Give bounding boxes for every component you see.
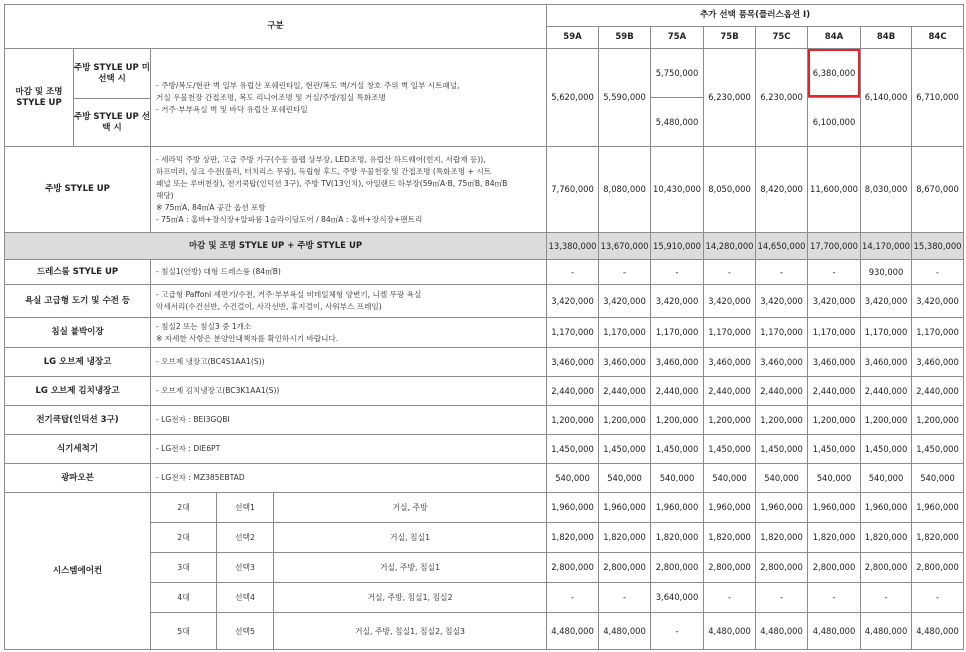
price-cell: 3,420,000 — [808, 285, 861, 318]
description-line: - 거주·부부욕실 벽 및 바닥 유럽산 포쉐린타일 — [156, 104, 308, 114]
description-line: ※ 75㎡A, 84㎡A 공간 옵션 포함 — [156, 202, 266, 212]
price-cell: 1,820,000 — [547, 523, 599, 553]
price-cell: 6,230,000 — [756, 49, 808, 147]
price-cell: - — [651, 613, 704, 650]
price-cell: 3,460,000 — [651, 348, 704, 377]
option-description — [151, 464, 547, 493]
price-cell: 1,170,000 — [861, 318, 912, 348]
price-cell: 2,440,000 — [912, 377, 964, 406]
total-price-cell: 15,380,000 — [912, 233, 964, 260]
description-line: - 고급형 Paffoni 세면기/수전, 거주·부부욕실 비데일체형 양변기, 니켈 무광 욕실 — [156, 290, 422, 299]
option-row — [5, 435, 964, 464]
option-label: 광파오븐 — [5, 464, 151, 493]
price-cell: 1,450,000 — [599, 435, 651, 464]
option-description — [151, 260, 547, 285]
option-label: 식기세척기 — [5, 435, 151, 464]
price-cell: 1,200,000 — [861, 406, 912, 435]
price-cell: 1,200,000 — [704, 406, 756, 435]
price-cell: 1,960,000 — [808, 493, 861, 523]
description-line: - LG전자 : BEI3GQBI — [156, 415, 230, 424]
price-cell: 3,420,000 — [704, 285, 756, 318]
price-cell: 4,480,000 — [861, 613, 912, 650]
option-description — [151, 406, 547, 435]
price-cell: 3,460,000 — [912, 348, 964, 377]
price-cell: 3,420,000 — [599, 285, 651, 318]
price-cell: - — [808, 260, 861, 285]
option-row — [5, 260, 964, 285]
price-cell: - — [756, 260, 808, 285]
price-cell: 2,800,000 — [808, 553, 861, 583]
ac-option-rooms: 거실, 주방, 침실1, 침실2 — [274, 583, 547, 613]
option-description — [151, 285, 547, 318]
price-cell: 1,170,000 — [756, 318, 808, 348]
price-cell: 1,820,000 — [912, 523, 964, 553]
price-cell: 2,440,000 — [651, 377, 704, 406]
unit-header-84a: 84A — [808, 27, 861, 49]
unit-header-84b: 84B — [861, 27, 912, 49]
price-cell: 540,000 — [912, 464, 964, 493]
price-cell: 930,000 — [861, 260, 912, 285]
option-row — [5, 377, 964, 406]
price-cell: 1,450,000 — [861, 435, 912, 464]
description-line: 패널 또는 루버천장), 전기쿡탑(인덕션 3구), 주방 TV(13인치), 아일랜드 하부장(59㎡A·B, 75㎡B, 84㎡B — [156, 178, 508, 188]
price-cell: - — [599, 260, 651, 285]
unit-header-84c: 84C — [912, 27, 964, 49]
description-line: ※ 자세한 사항은 분양안내책자를 확인하시기 바랍니다. — [156, 333, 339, 343]
price-cell: 2,440,000 — [599, 377, 651, 406]
total-price-cell: 13,670,000 — [599, 233, 651, 260]
description-line: 악세서리(수건선반, 수건걸이, 사각선반, 휴지걸이, 사워부스 프레임) — [156, 302, 382, 311]
price-cell: 1,200,000 — [599, 406, 651, 435]
price-cell: 2,800,000 — [547, 553, 599, 583]
price-cell: 1,820,000 — [756, 523, 808, 553]
price-75a-option-1: 5,750,000 — [655, 67, 699, 78]
kitchen-description — [151, 147, 547, 233]
description-line: - 오브제 김치냉장고(BC3K1AA1(S)) — [156, 386, 280, 395]
price-cell: 3,420,000 — [547, 285, 599, 318]
option-row — [5, 348, 964, 377]
price-cell: - — [704, 260, 756, 285]
price-cell: 2,440,000 — [704, 377, 756, 406]
price-cell: 3,460,000 — [547, 348, 599, 377]
option-description — [151, 348, 547, 377]
price-cell: 540,000 — [651, 464, 704, 493]
price-cell: 8,050,000 — [704, 147, 756, 233]
price-cell: - — [912, 260, 964, 285]
price-cell: 2,800,000 — [756, 553, 808, 583]
price-cell: 540,000 — [861, 464, 912, 493]
ac-option-name: 선택2 — [217, 523, 274, 553]
description-line: 해당) — [156, 190, 174, 200]
category-header: 구분 — [5, 5, 547, 49]
system-ac-label: 시스템에어컨 — [5, 493, 151, 650]
option-label: LG 오브제 김치냉장고 — [5, 377, 151, 406]
price-cell: 3,420,000 — [651, 285, 704, 318]
option-label: 전기쿡탑(인덕션 3구) — [5, 406, 151, 435]
option-label: 침실 붙박이장 — [5, 318, 151, 348]
unit-header-59b: 59B — [599, 27, 651, 49]
price-cell: 1,170,000 — [651, 318, 704, 348]
ac-unit-count: 3대 — [151, 553, 217, 583]
ac-option-rooms: 거실, 주방 — [274, 493, 547, 523]
price-cell: 4,480,000 — [912, 613, 964, 650]
description-line: 거실 우물천장 간접조명, 복도 리니어조명 및 거실/주방/침실 특화조명 — [156, 92, 386, 102]
price-cell: 1,200,000 — [547, 406, 599, 435]
price-cell: 1,820,000 — [599, 523, 651, 553]
price-75a-option-2: 5,480,000 — [651, 97, 703, 146]
price-cell: 1,200,000 — [651, 406, 704, 435]
price-cell: 6,230,000 — [704, 49, 756, 147]
price-cell: 1,820,000 — [704, 523, 756, 553]
price-cell: 1,960,000 — [912, 493, 964, 523]
option-description — [151, 377, 547, 406]
price-cell: 1,200,000 — [756, 406, 808, 435]
price-cell: 11,600,000 — [808, 147, 861, 233]
option-description — [151, 435, 547, 464]
price-cell-84a — [808, 49, 861, 147]
price-cell: - — [704, 583, 756, 613]
price-cell: 2,800,000 — [704, 553, 756, 583]
price-cell: 1,960,000 — [599, 493, 651, 523]
price-cell: - — [651, 260, 704, 285]
description-line: - 세라믹 주방 상판, 고급 주방 가구(수동 플랩 상부장, LED조명, 유럽산 하드웨어(힌지, 서랍재 등)), — [156, 154, 486, 164]
ac-option-name: 선택5 — [217, 613, 274, 650]
price-cell: 3,420,000 — [912, 285, 964, 318]
kitchen-style-up-label: 주방 STYLE UP — [5, 147, 151, 233]
total-price-cell: 14,650,000 — [756, 233, 808, 260]
description-line: 하프미러, 싱크 수전(풀러, 터치리스 무광), 독립형 후드, 주방 우물천장 및 간접조명 (특화조명 + 시트 — [156, 166, 492, 176]
price-cell: 1,170,000 — [704, 318, 756, 348]
description-line: - LG전자 : MZ385EBTAD — [156, 473, 245, 482]
option-label: LG 오브제 냉장고 — [5, 348, 151, 377]
price-cell: 2,440,000 — [756, 377, 808, 406]
price-cell: - — [599, 583, 651, 613]
price-cell: 1,960,000 — [547, 493, 599, 523]
total-price-cell: 14,280,000 — [704, 233, 756, 260]
price-cell: - — [861, 583, 912, 613]
price-cell: 3,420,000 — [861, 285, 912, 318]
price-cell: - — [547, 583, 599, 613]
price-cell: 6,710,000 — [912, 49, 964, 147]
price-cell: 3,460,000 — [808, 348, 861, 377]
price-cell: 1,960,000 — [651, 493, 704, 523]
description-line: - 침실1(안방) 대형 드레스룸 (84㎡B) — [156, 267, 281, 276]
option-row — [5, 285, 964, 318]
price-cell: 7,760,000 — [547, 147, 599, 233]
price-cell: 540,000 — [704, 464, 756, 493]
price-cell: 8,080,000 — [599, 147, 651, 233]
price-cell: 1,450,000 — [651, 435, 704, 464]
price-cell: 6,140,000 — [861, 49, 912, 147]
price-cell: 1,820,000 — [861, 523, 912, 553]
price-cell: 2,440,000 — [808, 377, 861, 406]
price-cell: 8,420,000 — [756, 147, 808, 233]
total-price-cell: 15,910,000 — [651, 233, 704, 260]
system-ac-option-row — [5, 493, 964, 523]
unit-header-75c: 75C — [756, 27, 808, 49]
unit-header-75a: 75A — [651, 27, 704, 49]
price-cell: 5,590,000 — [599, 49, 651, 147]
price-cell: - — [808, 583, 861, 613]
price-cell: 1,200,000 — [912, 406, 964, 435]
price-cell: 540,000 — [808, 464, 861, 493]
price-cell: 2,800,000 — [861, 553, 912, 583]
total-price-cell: 14,170,000 — [861, 233, 912, 260]
price-cell: 4,480,000 — [756, 613, 808, 650]
price-cell: 540,000 — [599, 464, 651, 493]
price-cell: 2,800,000 — [599, 553, 651, 583]
finish-style-up-label: 마감 및 조명 STYLE UP — [5, 49, 74, 147]
price-cell-75a — [651, 49, 704, 147]
description-line: - 오브제 냉장고(BC4S1AA1(S)) — [156, 357, 265, 366]
price-cell: 2,440,000 — [861, 377, 912, 406]
price-cell: 4,480,000 — [599, 613, 651, 650]
price-cell: 1,960,000 — [861, 493, 912, 523]
option-row — [5, 406, 964, 435]
price-cell: 3,460,000 — [756, 348, 808, 377]
total-price-cell: 13,380,000 — [547, 233, 599, 260]
finish-description — [151, 49, 547, 147]
option-price-table — [4, 4, 964, 650]
price-cell: 1,170,000 — [912, 318, 964, 348]
ac-option-rooms: 거실, 주방, 침실1, 침실2, 침실3 — [274, 613, 547, 650]
price-cell: 3,460,000 — [599, 348, 651, 377]
price-cell: 2,440,000 — [547, 377, 599, 406]
finish-sub-label-2: 주방 STYLE UP 선택 시 — [74, 99, 151, 147]
description-line: - 침실2 또는 침실3 중 1개소 — [156, 321, 252, 331]
unit-header-75b: 75B — [704, 27, 756, 49]
ac-unit-count: 2대 — [151, 523, 217, 553]
option-label: 드레스룸 STYLE UP — [5, 260, 151, 285]
ac-option-name: 선택4 — [217, 583, 274, 613]
price-84a-option-2: 6,100,000 — [808, 97, 860, 146]
price-cell: - — [547, 260, 599, 285]
highlighted-price-84a: 6,380,000 — [808, 49, 860, 97]
price-cell: - — [912, 583, 964, 613]
price-cell: 3,420,000 — [756, 285, 808, 318]
price-cell: 3,460,000 — [704, 348, 756, 377]
price-cell: 1,450,000 — [547, 435, 599, 464]
price-cell: 8,030,000 — [861, 147, 912, 233]
price-cell: 3,640,000 — [651, 583, 704, 613]
ac-option-name: 선택3 — [217, 553, 274, 583]
price-cell: 1,450,000 — [756, 435, 808, 464]
ac-option-rooms: 거실, 침실1 — [274, 523, 547, 553]
price-cell: 10,430,000 — [651, 147, 704, 233]
group-header: 추가 선택 품목(플러스옵션 I) — [547, 5, 964, 27]
price-cell: 1,820,000 — [808, 523, 861, 553]
price-cell: 1,960,000 — [756, 493, 808, 523]
price-cell: 2,800,000 — [912, 553, 964, 583]
ac-unit-count: 5대 — [151, 613, 217, 650]
price-cell: 5,620,000 — [547, 49, 599, 147]
ac-option-rooms: 거실, 주방, 침실1 — [274, 553, 547, 583]
ac-unit-count: 2대 — [151, 493, 217, 523]
price-cell: 1,450,000 — [912, 435, 964, 464]
price-cell: 540,000 — [547, 464, 599, 493]
option-description — [151, 318, 547, 348]
price-cell: 4,480,000 — [547, 613, 599, 650]
unit-header-59a: 59A — [547, 27, 599, 49]
price-cell: 1,820,000 — [651, 523, 704, 553]
description-line: - 주방/복도/현관 벽 일부 유럽산 포쉐린타일, 현관/복도 벽/거실 창호 주위 벽 일부 시트패널, — [156, 80, 460, 90]
finish-sub-label-1: 주방 STYLE UP 미선택 시 — [74, 49, 151, 99]
price-cell: 2,800,000 — [651, 553, 704, 583]
price-cell: 8,670,000 — [912, 147, 964, 233]
price-cell: 1,170,000 — [599, 318, 651, 348]
total-label: 마감 및 조명 STYLE UP + 주방 STYLE UP — [5, 233, 547, 260]
price-cell: 3,460,000 — [861, 348, 912, 377]
price-cell: 1,960,000 — [704, 493, 756, 523]
price-cell: 1,450,000 — [808, 435, 861, 464]
option-row — [5, 464, 964, 493]
price-cell: - — [756, 583, 808, 613]
description-line: - 75㎡A : 홈바+장식장+알파룸 1슬라이딩도어 / 84㎡A : 홈바+장식장+팬트리 — [156, 214, 423, 224]
ac-option-name: 선택1 — [217, 493, 274, 523]
option-row — [5, 318, 964, 348]
option-label: 욕실 고급형 도기 및 수전 등 — [5, 285, 151, 318]
price-cell: 1,200,000 — [808, 406, 861, 435]
price-cell: 540,000 — [756, 464, 808, 493]
description-line: - LG전자 : DIE6PT — [156, 444, 221, 453]
price-cell: 1,170,000 — [547, 318, 599, 348]
price-cell: 1,450,000 — [704, 435, 756, 464]
total-price-cell: 17,700,000 — [808, 233, 861, 260]
price-cell: 4,480,000 — [808, 613, 861, 650]
ac-unit-count: 4대 — [151, 583, 217, 613]
price-cell: 4,480,000 — [704, 613, 756, 650]
price-cell: 1,170,000 — [808, 318, 861, 348]
